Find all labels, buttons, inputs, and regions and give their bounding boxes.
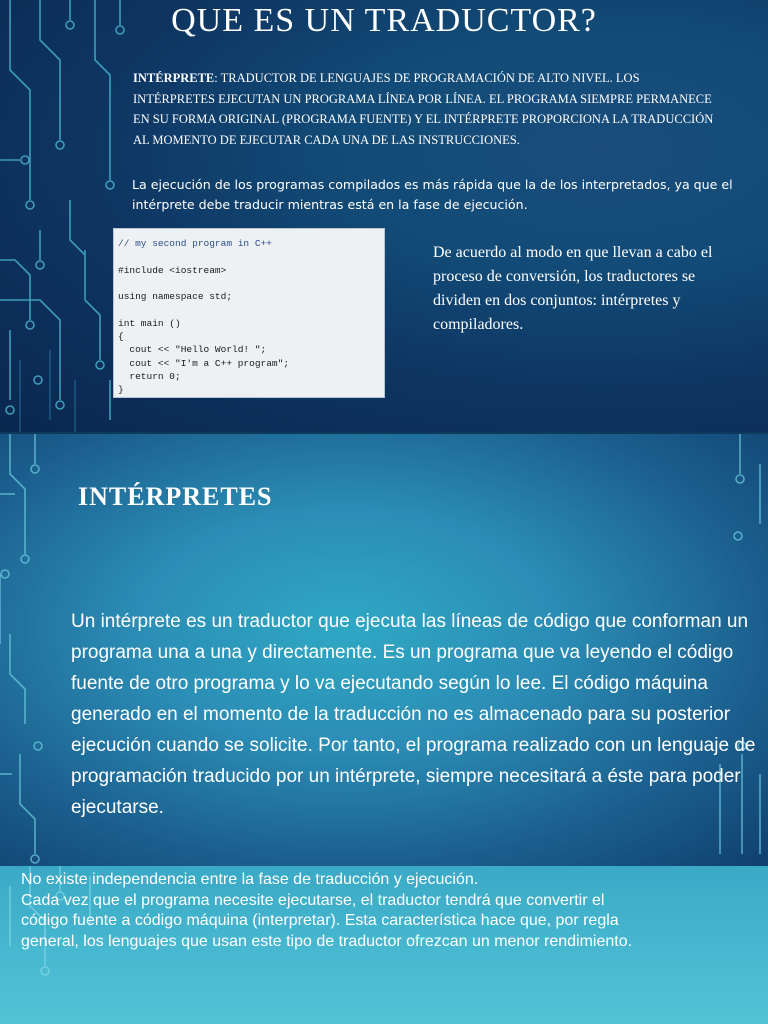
code-line: int main () bbox=[118, 317, 181, 329]
code-line: using namespace std; bbox=[118, 291, 233, 303]
code-line: cout << "Hello World! "; bbox=[129, 344, 267, 356]
code-line: // my second program in C++ bbox=[118, 238, 272, 249]
slide-interpretes bbox=[0, 434, 768, 866]
code-line: cout << "I'm a C++ program"; bbox=[129, 357, 290, 369]
characteristics-text bbox=[21, 870, 761, 952]
text-line: No existe independencia entre la fase de traducción y ejecución. bbox=[21, 871, 479, 888]
slide-title: QUE ES UN TRADUCTOR? bbox=[171, 2, 597, 39]
slide-traductor bbox=[0, 0, 768, 432]
section-title: INTÉRPRETES bbox=[78, 482, 273, 511]
interpreter-term: INTÉRPRETE bbox=[133, 71, 215, 85]
slide-characteristics bbox=[0, 866, 768, 1024]
text-line: general, los lenguajes que usan este tipo de traductor ofrezcan un menor rendimiento. bbox=[21, 932, 633, 950]
code-sample bbox=[113, 228, 385, 398]
code-line: { bbox=[118, 331, 124, 343]
code-line: #include <iostream> bbox=[118, 264, 227, 276]
code-line: } bbox=[118, 384, 124, 396]
code-line: return 0; bbox=[129, 370, 181, 382]
interpreter-description: : TRADUCTOR DE LENGUAJES DE PROGRAMACIÓN DE ALTO NIVEL. LOS INTÉRPRETES EJECUTAN UN PROGRAMA LÍNEA POR LÍNEA. EL PROGRAMA SIEMPRE PERMANECE EN SU FORMA ORIGINAL (PROGRAMA FUENTE) Y EL INTÉRPRETE PROPORCIONA LA TRADUCCIÓN AL MOMENTO DE EJECUTAR CADA UNA DE LAS INSTRUCCIONES. bbox=[133, 71, 714, 147]
text-line: Cada vez que el programa necesite ejecutarse, el traductor tendrá que convertir el bbox=[21, 891, 605, 909]
interpreter-paragraph: Un intérprete es un traductor que ejecuta las líneas de código que conforman un programa una a una y directamente. Es un programa que va leyendo el código fuente de otro programa y lo va ejecutando según lo lee. El código máquina generado en el momento de la traducción no es almacenado para su posterior ejecución cuando se solicite. Por tanto, el programa realizado con un lenguaje de programación traducido por un intérprete, siempre necesitará a éste para poder ejecutarse. bbox=[71, 611, 756, 818]
code-listing bbox=[114, 229, 384, 397]
text-line: código fuente a código máquina (interpretar). Esta característica hace que, por regla bbox=[21, 912, 619, 929]
translator-types-text: De acuerdo al modo en que llevan a cabo el proceso de conversión, los traductores se dividen en dos conjuntos: intérpretes y compiladores. bbox=[433, 244, 713, 333]
execution-note: La ejecución de los programas compilados es más rápida que la de los interpretados, ya que el intérprete debe traducir mientras está en la fase de ejecución. bbox=[132, 177, 733, 212]
interpreter-definition bbox=[133, 68, 723, 150]
